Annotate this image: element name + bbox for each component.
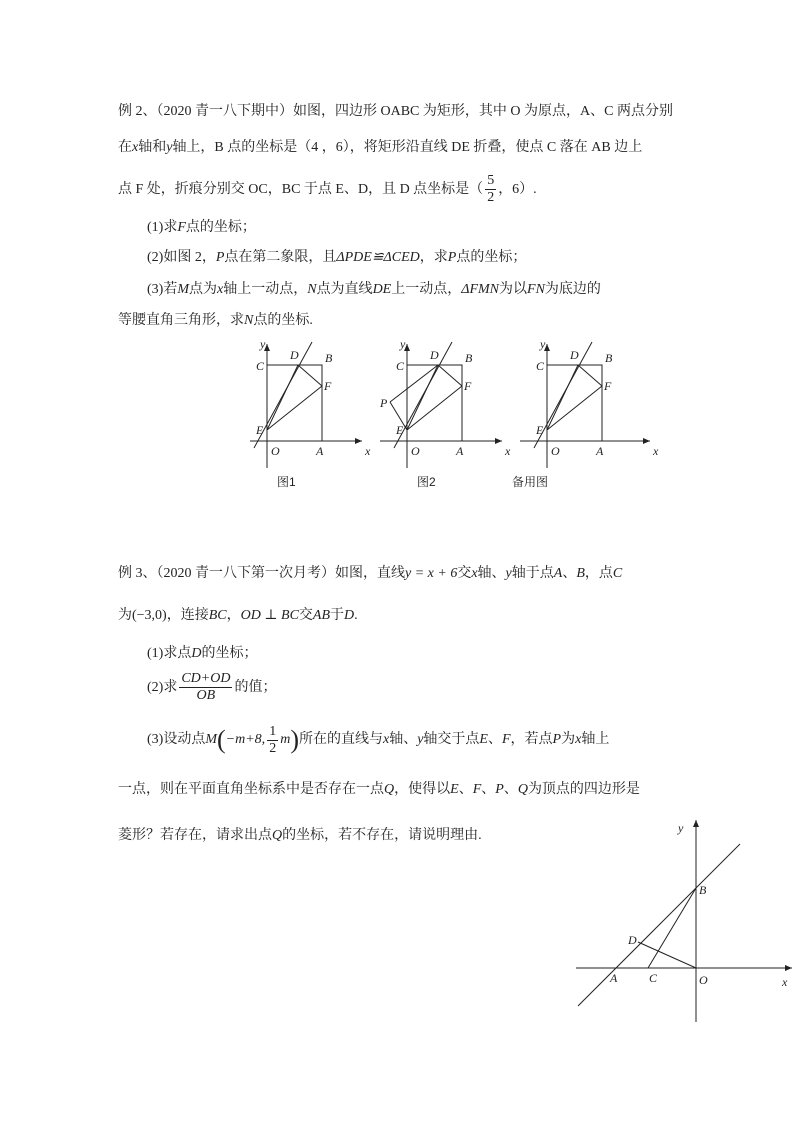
fraction-one-half: $\frac{1}{2}$ — [269, 723, 277, 756]
fig2-segment-ef — [407, 386, 462, 430]
fig3-label-o: O — [551, 444, 560, 458]
ex3-figure — [570, 816, 794, 1026]
fig2-label-b: B — [465, 351, 473, 365]
fig1-segment-df — [298, 365, 322, 386]
fig3-segment-ef — [547, 386, 602, 430]
fig1-caption: 图1 — [277, 475, 296, 489]
fig2-segment-df — [438, 365, 462, 386]
ex2-line1: 例 2、（2020 青一八下期中）如图，四边形 OABC 为矩形，其中 O 为原点，A、C 两点分别 — [118, 104, 673, 119]
ex3-question-3: (3)设动点M(−m+8, $\frac{1}{2}$ m)所在的直线与x轴、y轴交于点E、F，若点P为x轴上 — [147, 723, 610, 756]
fraction-five-halves: $\frac{5}{2}$ — [487, 173, 495, 206]
ex3-label-x: x — [782, 975, 788, 989]
ex2-question-3-cont: 等腰直角三角形，求N点的坐标. — [118, 313, 313, 328]
ex3-label-b: B — [699, 883, 707, 897]
ex3-x-arrow — [785, 965, 792, 971]
ex3-line-ab — [578, 844, 740, 1006]
ex3-segment-od — [638, 942, 696, 968]
fig2-label-c: C — [396, 359, 405, 373]
ex3-question-1: (1)求点D的坐标； — [147, 646, 258, 661]
fig3-label-e: E — [536, 423, 544, 437]
fig3-label-x: x — [653, 444, 659, 458]
ex2-line3: 点 F 处，折痕分别交 OC，BC 于点 E、D，且 D 点坐标是（ $\frac{5}{2}$ ，6）. — [118, 173, 537, 206]
ex2-figures — [240, 338, 670, 498]
fig2-segment-ed — [407, 365, 438, 430]
ex3-label-o: O — [699, 973, 708, 987]
ex3-label-y: y — [678, 821, 684, 835]
figure-1 — [250, 338, 371, 489]
fig1-label-o: O — [271, 444, 280, 458]
ex3-question-2: (2)求 $\frac{CD+OD}{OB}$ 的值； — [147, 671, 277, 704]
fig3-label-d: D — [570, 348, 579, 362]
fig1-segment-ed — [267, 365, 298, 430]
ex3-line2: 为(−3,0)，连接BC，OD ⊥ BC交AB于D. — [118, 608, 358, 623]
fig1-label-y: y — [260, 338, 266, 351]
fig2-label-p: P — [380, 396, 388, 410]
ex3-segment-cb — [648, 888, 696, 968]
ex2-question-1: (1)求F点的坐标； — [147, 220, 256, 235]
fig2-label-a: A — [456, 444, 464, 458]
fig2-label-e: E — [396, 423, 404, 437]
fig2-rectangle — [407, 365, 462, 441]
fig2-x-arrow — [495, 438, 502, 444]
fig2-label-d: D — [430, 348, 439, 362]
ex3-label-c: C — [649, 971, 658, 985]
fig3-segment-ed — [547, 365, 578, 430]
fig2-label-f: F — [464, 379, 472, 393]
fraction-cd-od-over-ob: $\frac{CD+OD}{OB}$ — [181, 671, 231, 704]
fig1-label-a: A — [316, 444, 324, 458]
fig2-label-x: x — [505, 444, 511, 458]
ex3-line1: 例 3、（2020 青一八下第一次月考）如图，直线y = x + 6交x轴、y轴于点A、B，点C — [118, 566, 623, 581]
fig3-caption: 备用图 — [512, 475, 549, 489]
fig1-rectangle — [267, 365, 322, 441]
fig2-caption: 图2 — [417, 475, 436, 489]
fig1-label-b: B — [325, 351, 333, 365]
fig1-label-f: F — [324, 379, 332, 393]
fig1-label-x: x — [365, 444, 371, 458]
ex3-question-3-end: 菱形？若存在，请求出点Q的坐标，若不存在，请说明理由. — [118, 828, 482, 843]
figure-2 — [379, 338, 511, 489]
fig1-label-e: E — [256, 423, 264, 437]
fig3-x-arrow — [643, 438, 650, 444]
fig3-label-a: A — [596, 444, 604, 458]
fig2-label-o: O — [411, 444, 420, 458]
fig1-x-arrow — [355, 438, 362, 444]
fig3-label-y: y — [540, 338, 546, 351]
ex3-label-a: A — [610, 971, 618, 985]
fig3-segment-df — [578, 365, 602, 386]
fig1-label-c: C — [256, 359, 265, 373]
fig3-label-c: C — [536, 359, 545, 373]
ex2-question-3: (3)若M点为x轴上一动点，N点为直线DE上一动点，ΔFMN为以FN为底边的 — [147, 282, 601, 297]
fig3-label-b: B — [605, 351, 613, 365]
ex3-question-3-cont: 一点，则在平面直角坐标系中是否存在一点Q，使得以E、F、P、Q为顶点的四边形是 — [118, 782, 640, 797]
ex3-y-arrow — [693, 820, 699, 827]
figure-3 — [512, 338, 659, 489]
fig3-label-f: F — [604, 379, 612, 393]
ex3-label-d: D — [628, 933, 637, 947]
fig2-label-y: y — [400, 338, 406, 351]
fig3-rectangle — [547, 365, 602, 441]
ex2-question-2: (2)如图 2，P点在第二象限，且ΔPDE≌ΔCED，求P点的坐标； — [147, 250, 527, 265]
fig1-segment-ef — [267, 386, 322, 430]
ex2-line2: 在x轴和y轴上，B 点的坐标是（4 ，6），将矩形沿直线 DE 折叠，使点 C 落在 AB 边上 — [118, 140, 643, 155]
fig1-label-d: D — [290, 348, 299, 362]
